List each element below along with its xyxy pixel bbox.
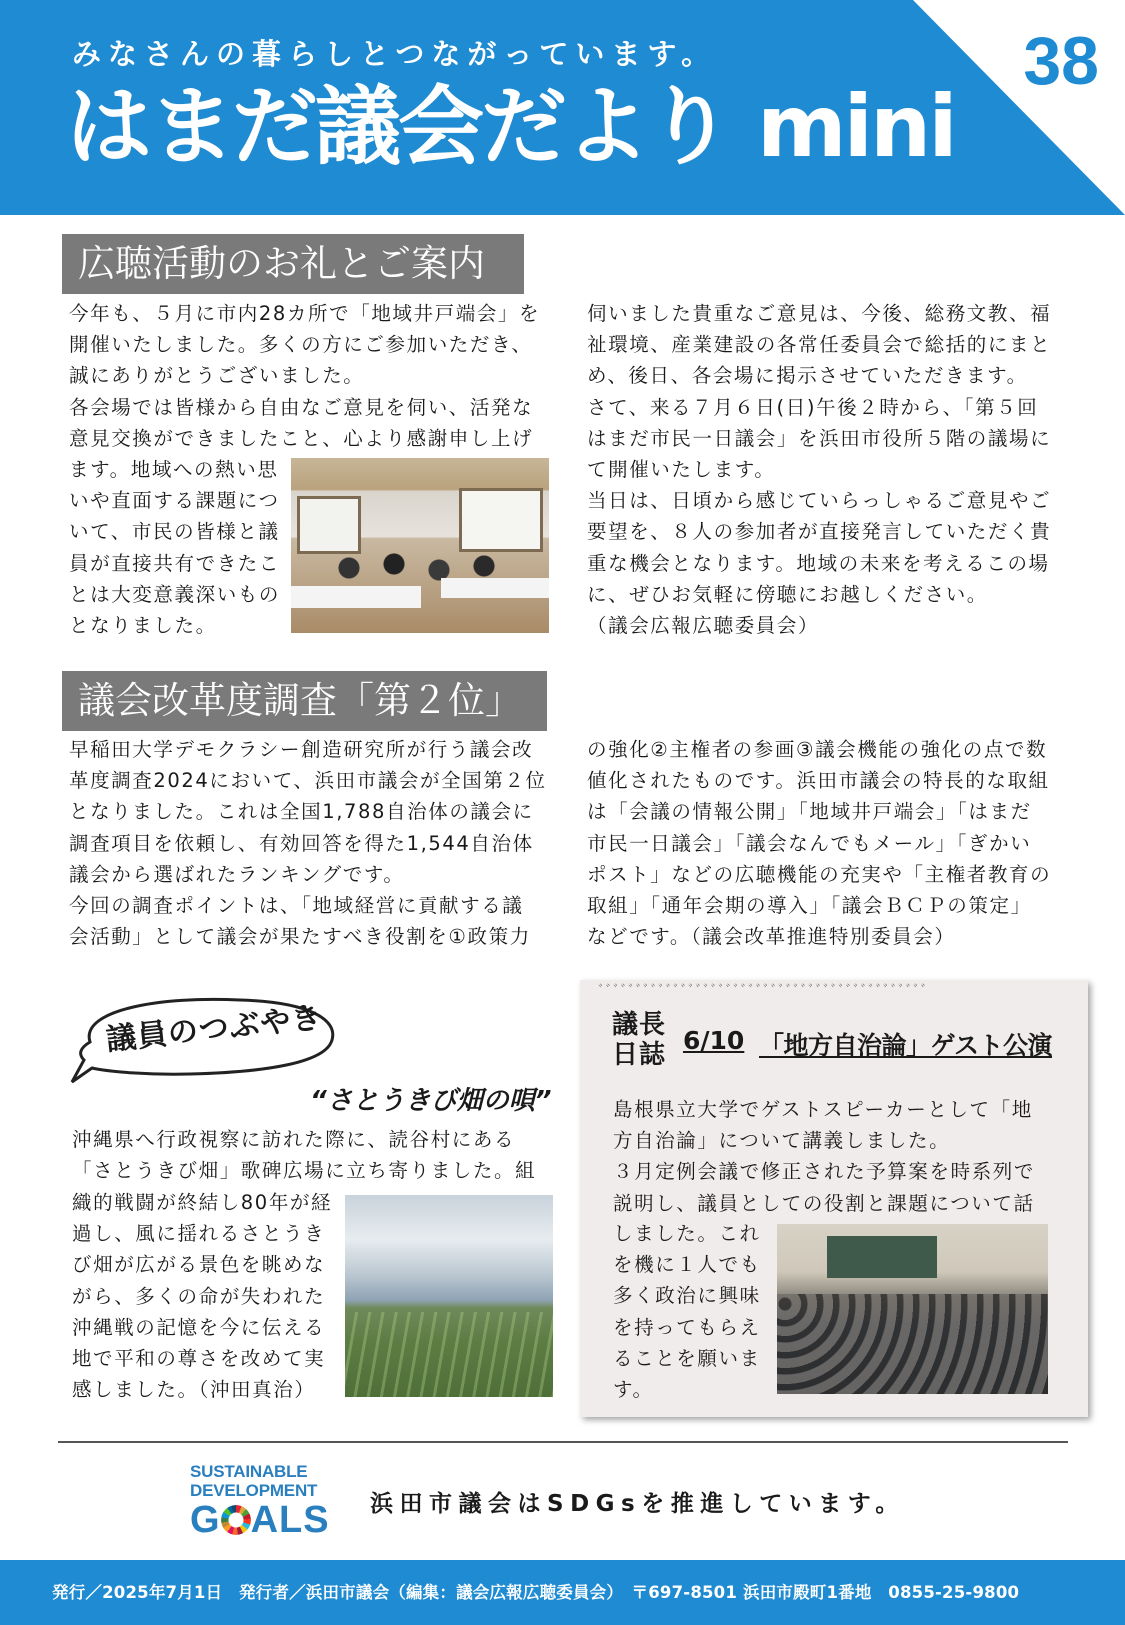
sdgs-logo-goals [190, 1499, 330, 1541]
section-heading-hearing: 広聴活動のお礼とご案内 [62, 234, 524, 294]
text-line: 早稲田大学デモクラシー創造研究所が行う議会改 [69, 738, 534, 761]
sdgs-logo-line: DEVELOPMENT [190, 1481, 318, 1500]
text-line: 各会場では皆様から自由なご意見を伺い、活発な [69, 395, 534, 419]
text-line: 島根県立大学でゲストスピーカーとして「地 [613, 1098, 1033, 1121]
diary-text-full [613, 1094, 1078, 1219]
sdgs-statement: 浜田市議会はSDGsを推進しています。 [370, 1491, 905, 1517]
diary-label-line: 日誌 [612, 1040, 667, 1070]
text-line: 当日は、日頃から感じていらっしゃるご意見やご [587, 489, 1052, 513]
text-line: を持ってもらえ [613, 1315, 761, 1339]
text-line: す。 [613, 1378, 654, 1402]
hearing-text-left-wrap [69, 454, 289, 641]
text-line: 感しました。（沖田真治） [72, 1378, 316, 1402]
text-line: 意見交換ができましたこと、心より感謝申し上げ [69, 426, 534, 450]
text-line: び畑が広がる景色を眺めな [72, 1253, 326, 1277]
reform-text-right [587, 734, 1077, 952]
tsubuyaki-badge: 議員のつぶやき [104, 1000, 325, 1058]
tagline: みなさんの暮らしとつながっています。 [72, 37, 718, 71]
text-line: 重な機会となります。地域の未来を考えるこの場 [587, 551, 1050, 575]
sdgs-logo [190, 1462, 330, 1541]
text-line: 今年も、５月に市内28カ所で「地域井戸端会」を [69, 302, 541, 325]
text-line: などです。（議会改革推進特別委員会） [587, 925, 956, 949]
text-line: 調査項目を依頼し、有効回答を得た1,544自治体 [69, 831, 534, 855]
hearing-text-left-full [69, 298, 554, 454]
publisher-footer: 発行／2025年7月1日 発行者／浜田市議会（編集：議会広報広聴委員会） 〒697-8501 浜田市殿町1番地 0855-25-9800 [0, 1560, 1125, 1625]
photo-table [441, 578, 549, 598]
text-line: 開催いたしました。多くの方にご参加いただき、 [69, 333, 533, 357]
issue-number: 38 [1023, 23, 1099, 99]
sugarcane-field-photo [345, 1195, 553, 1397]
text-line: 祉環境、産業建設の各常任委員会で総括的にまと [587, 333, 1052, 357]
reform-text-left [69, 734, 554, 952]
text-line: 地で平和の尊さを改めて実 [72, 1347, 326, 1371]
text-line: て開催いたします。 [587, 458, 776, 482]
text-line: 要望を、８人の参加者が直接発言していただく貴 [587, 520, 1052, 544]
tsubuyaki-text-wrap [72, 1187, 347, 1405]
text-line: ３月定例会議で修正された予算案を時系列で [613, 1160, 1036, 1184]
text-line: さて、来る７月６日(日)午後２時から、「第５回 [587, 395, 1039, 419]
text-line: は「会議の情報公開」「地域井戸端会」「はまだ [587, 800, 1032, 824]
text-line: 員が直接共有できたこ [69, 551, 281, 575]
photo-audience [777, 1294, 1048, 1394]
text-line: （議会広報広聴委員会） [587, 614, 820, 638]
meeting-photo [291, 458, 549, 633]
sdgs-logo-line: SUSTAINABLE [190, 1462, 308, 1481]
tsubuyaki-title: “さとうきび畑の唄” [310, 1086, 552, 1116]
text-line: 誠にありがとうございました。 [69, 364, 365, 388]
text-line: がら、多くの命が失われた [72, 1284, 326, 1308]
photo-window [459, 488, 543, 552]
text-line: を機に１人でも [613, 1253, 761, 1277]
tsubuyaki-text-full [72, 1124, 562, 1186]
text-line: 沖縄戦の記憶を今に伝える [72, 1315, 326, 1339]
text-line: に、ぜひお気軽に傍聴にお越しください。 [587, 582, 988, 606]
photo-blackboard [827, 1236, 937, 1278]
section-heading-reform: 議会改革度調査「第２位」 [62, 671, 547, 731]
lecture-hall-photo [777, 1224, 1048, 1394]
photo-window [297, 496, 361, 554]
text-line: ることを願いま [613, 1346, 761, 1370]
text-line: 織的戦闘が終結し80年が経 [72, 1191, 333, 1214]
masthead-banner [0, 0, 1125, 215]
text-line: 伺いました貴重なご意見は、今後、総務文教、福 [587, 302, 1052, 325]
text-line: 革度調査2024において、浜田市議会が全国第２位 [69, 769, 547, 793]
text-line: 値化されたものです。浜田市議会の特長的な取組 [587, 769, 1050, 793]
text-line: 「さとうきび畑」歌碑広場に立ち寄りました。組 [72, 1159, 537, 1183]
text-line: となりました。これは全国1,788自治体の議会に [69, 800, 534, 824]
text-line: いや直面する課題につ [69, 489, 280, 513]
diary-text-wrap [613, 1218, 778, 1405]
text-line: 今回の調査ポイントは、「地域経営に貢献する議 [69, 894, 524, 918]
text-line: 市民一日議会」「議会なんでもメール」「ぎかい [587, 831, 1032, 855]
diary-title: 「地方自治論」ゲスト公演 [759, 1031, 1053, 1060]
section-divider [58, 1441, 1068, 1443]
text-line: 方自治論」について講義しました。 [613, 1129, 951, 1153]
photo-crop-rows [345, 1312, 553, 1397]
photo-table [291, 586, 421, 608]
text-line: 沖縄県へ行政視察に訪れた際に、読谷村にある [72, 1128, 516, 1151]
sdgs-wheel-icon [221, 1505, 251, 1535]
diary-date: 6/10 [683, 1026, 745, 1055]
newsletter-title: はまだ議会だより mini [66, 77, 955, 177]
text-line: いて、市民の皆様と議 [69, 520, 280, 544]
sdgs-logo-als: ALS [250, 1499, 330, 1541]
text-line: 会活動」として議会が果たすべき役割を①政策力 [69, 925, 531, 949]
text-line: 取組」「通年会期の導入」「議会ＢＣＰの策定」 [587, 894, 1032, 918]
text-line: の強化②主権者の参画③議会機能の強化の点で数 [587, 738, 1048, 761]
text-line: 説明し、議員としての役割と課題について話 [613, 1191, 1035, 1215]
text-line: とは大変意義深いもの [69, 582, 281, 606]
text-line: しました。これ [613, 1222, 761, 1245]
diary-label [612, 1010, 666, 1070]
text-line: 多く政治に興味 [613, 1284, 761, 1308]
diary-label-line: 議長 [612, 1010, 667, 1040]
text-line: ます。地域への熱い思 [69, 458, 279, 481]
text-line: 過し、風に揺れるさとうき [72, 1222, 326, 1246]
spiral-binding-icon: ﾞﾞﾞﾞﾞﾞﾞﾞﾞﾞﾞﾞﾞﾞﾞﾞﾞﾞﾞﾞﾞﾞﾞﾞﾞﾞﾞﾞﾞﾞﾞﾞﾞﾞﾞﾞﾞﾞﾞﾞﾞﾞﾞﾞ [598, 982, 931, 996]
text-line: ポスト」などの広聴機能の充実や「主権者教育の [587, 862, 1052, 886]
text-line: となりました。 [69, 614, 217, 638]
text-line: め、後日、各会場に掲示させていただきます。 [587, 364, 1028, 388]
text-line: はまだ市民一日議会」を浜田市役所５階の議場に [587, 426, 1052, 450]
hearing-text-right [587, 298, 1077, 641]
text-line: 議会から選ばれたランキングです。 [69, 862, 405, 886]
sdgs-logo-g: G [190, 1499, 221, 1541]
